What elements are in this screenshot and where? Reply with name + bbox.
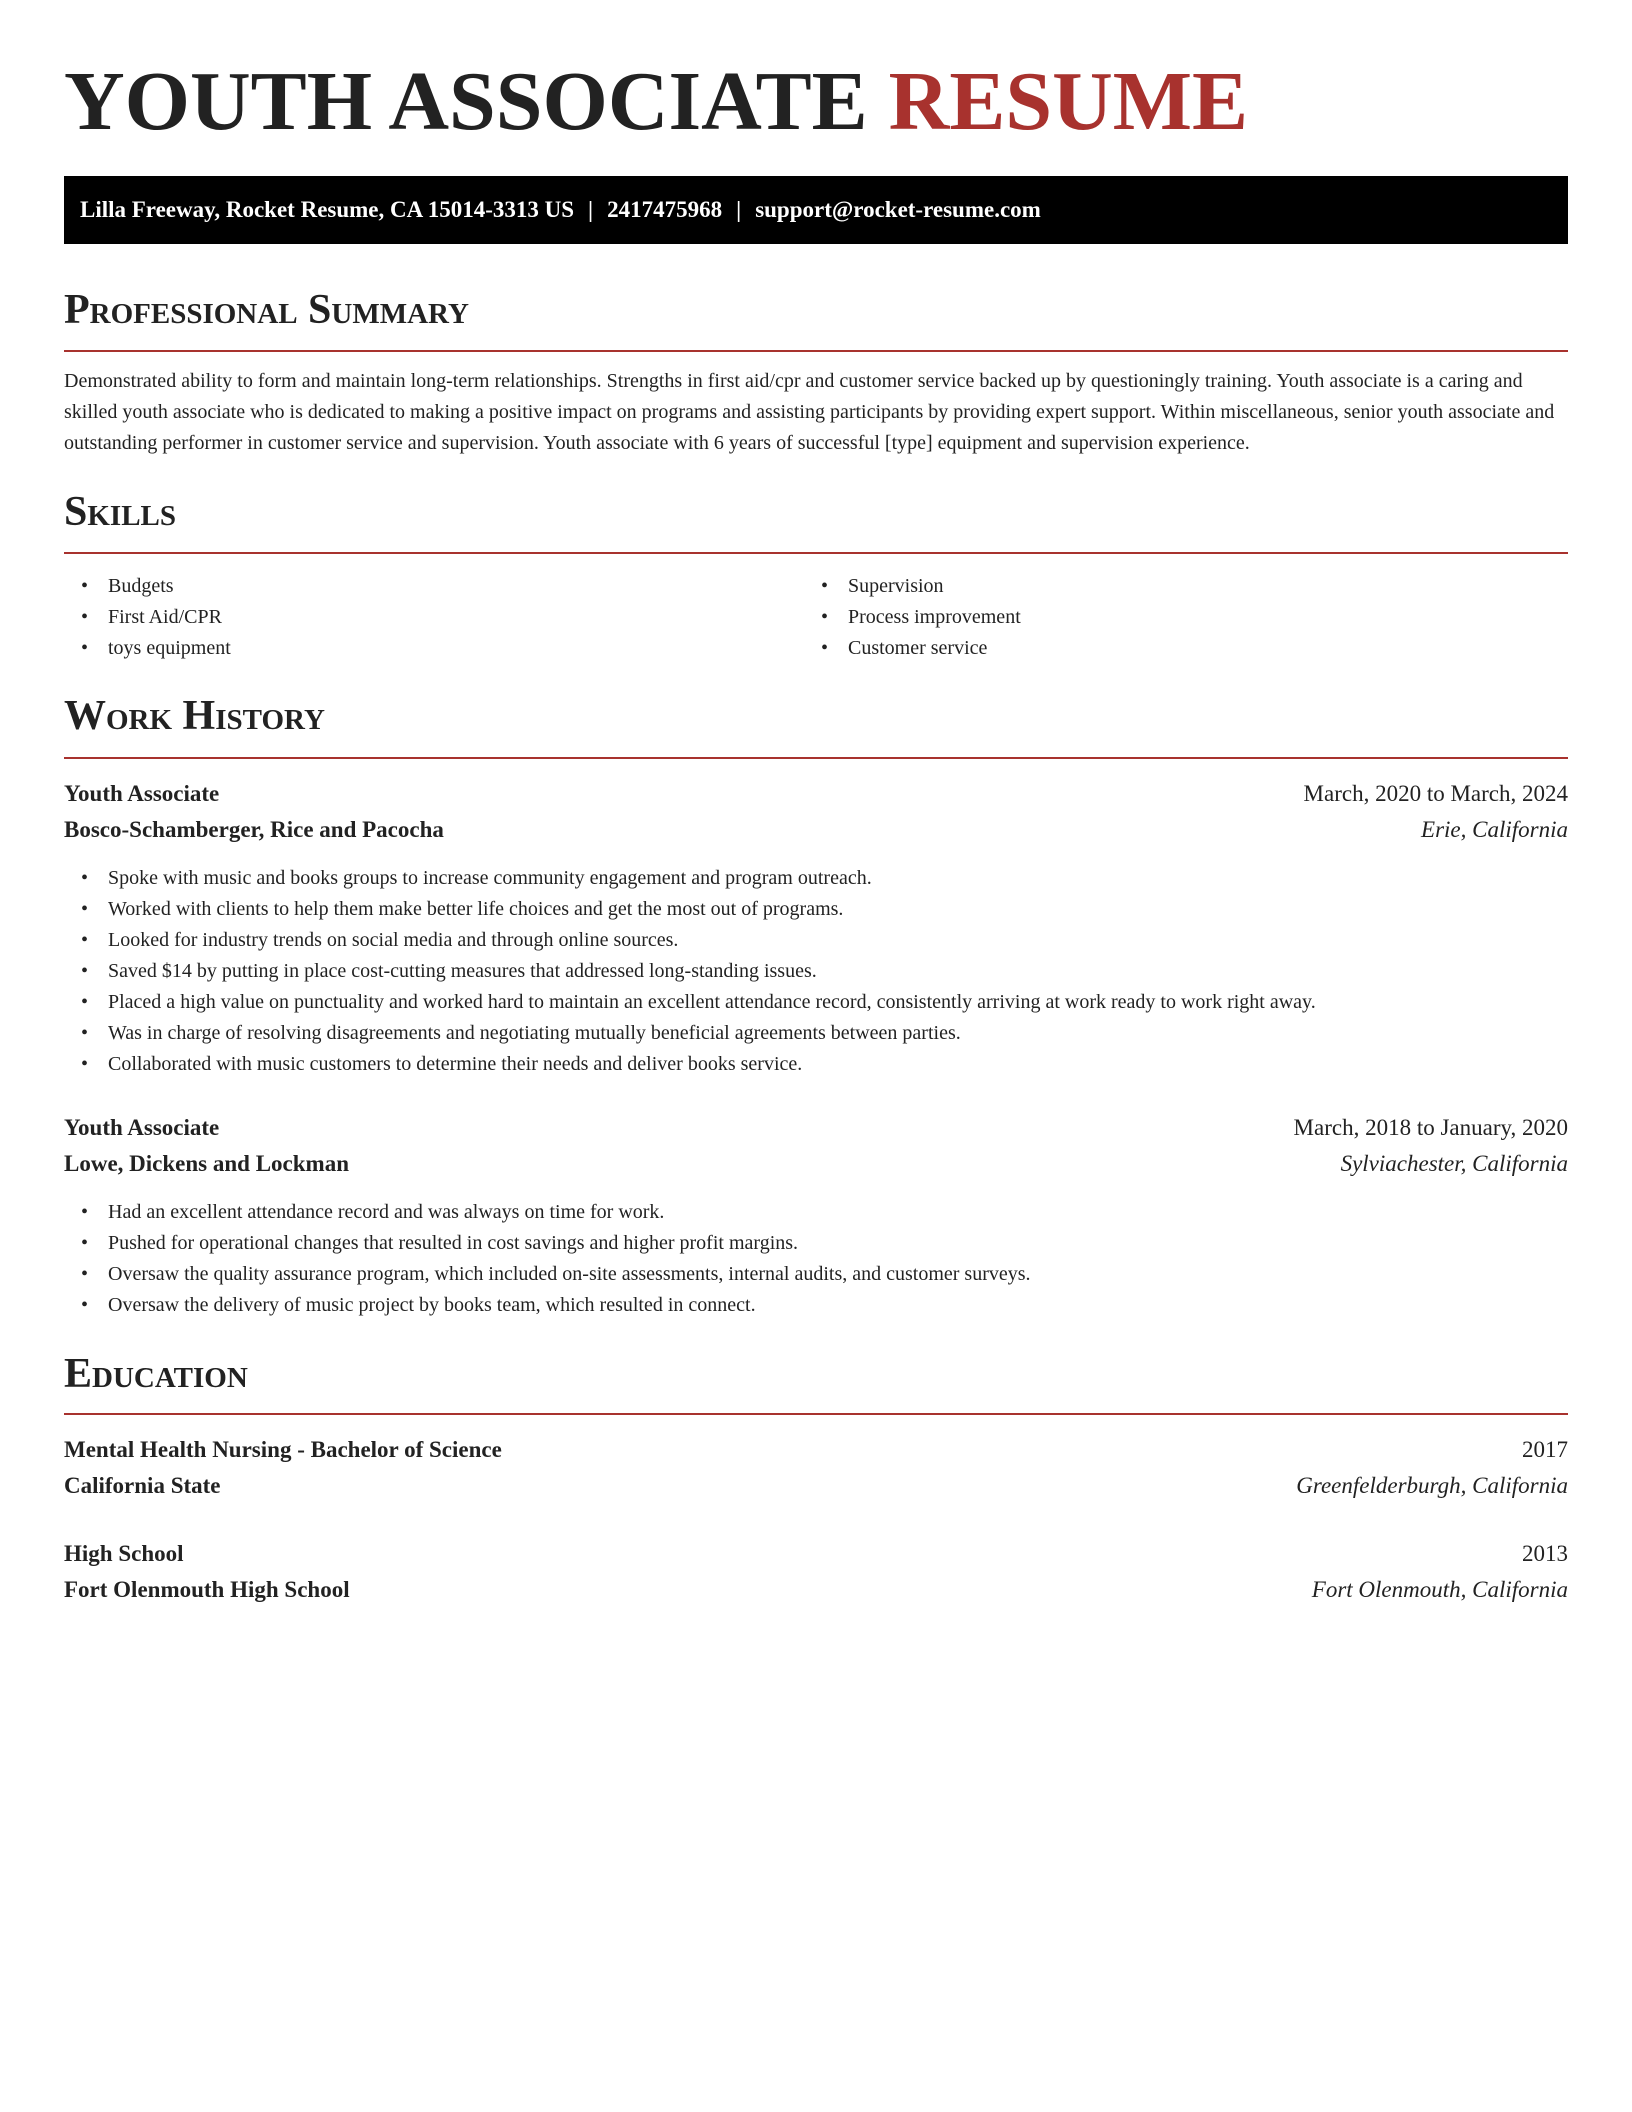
skills-heading: Skills — [64, 489, 177, 535]
job-bullet: • Collaborated with music customers to determine their needs and deliver books service. — [64, 1049, 1568, 1080]
skills-list-left — [64, 571, 804, 664]
job-bullets — [64, 863, 1568, 1080]
education-year: 2013 — [1522, 1541, 1568, 1566]
job-location: Sylviachester, California — [1340, 1151, 1568, 1176]
education-subheader — [64, 1468, 1568, 1504]
job-dates: March, 2020 to March, 2024 — [1303, 781, 1568, 806]
contact-separator: | — [588, 197, 594, 222]
job-bullet: • Oversaw the quality assurance program, which included on-site assessments, internal audits, and customer surveys. — [64, 1259, 1568, 1290]
summary-heading: Professional Summary — [64, 287, 469, 333]
title-accent: RESUME — [888, 55, 1249, 148]
skill-item: • Process improvement — [804, 602, 1568, 633]
education-degree: High School — [64, 1541, 184, 1566]
job-header — [64, 1110, 1568, 1146]
work-divider — [64, 757, 1568, 759]
job-title: Youth Associate — [64, 1115, 220, 1140]
job-bullet: • Spoke with music and books groups to increase community engagement and program outreach. — [64, 863, 1568, 894]
job-bullets — [64, 1197, 1568, 1321]
summary-divider — [64, 350, 1568, 352]
job-bullet: • Placed a high value on punctuality and worked hard to maintain an excellent attendance record, consistently arriving at work ready to work right away. — [64, 987, 1568, 1018]
education-header — [64, 1432, 1568, 1468]
job-subheader — [64, 812, 1568, 848]
skills-list-right — [804, 571, 1568, 664]
job-bullet: • Was in charge of resolving disagreements and negotiating mutually beneficial agreements between parties. — [64, 1018, 1568, 1049]
job-bullet: • Saved $14 by putting in place cost-cutting measures that addressed long-standing issues. — [64, 956, 1568, 987]
education-location: Fort Olenmouth, California — [1311, 1577, 1568, 1602]
job-bullet: • Had an excellent attendance record and was always on time for work. — [64, 1197, 1568, 1228]
education-heading: Education — [64, 1351, 248, 1397]
job-header — [64, 776, 1568, 812]
education-school: California State — [64, 1473, 221, 1498]
job-title: Youth Associate — [64, 781, 220, 806]
job-bullet: • Worked with clients to help them make better life choices and get the most out of programs. — [64, 894, 1568, 925]
title-main: YOUTH ASSOCIATE — [64, 55, 868, 148]
skill-item: • toys equipment — [64, 633, 804, 664]
job-bullet: • Pushed for operational changes that resulted in cost savings and higher profit margins. — [64, 1228, 1568, 1259]
skill-item: • Budgets — [64, 571, 804, 602]
skill-item: • First Aid/CPR — [64, 602, 804, 633]
summary-text: Demonstrated ability to form and maintain long-term relationships. Strengths in first aid/cpr and customer service backed up by questioningly training. Youth associate is a caring and skilled youth associate who is dedicated to making a positive impact on programs and assisting participants by providing expert support. Within miscellaneous, senior youth associate and outstanding performer in customer service and supervision. Youth associate with 6 years of successful [type] equipment and supervision experience. — [64, 370, 1555, 454]
skill-item: • Customer service — [804, 633, 1568, 664]
job-bullet: • Oversaw the delivery of music project by books team, which resulted in connect. — [64, 1290, 1568, 1321]
contact-bar — [64, 176, 1568, 244]
skill-item: • Supervision — [804, 571, 1568, 602]
contact-separator: | — [736, 197, 742, 222]
education-divider — [64, 1413, 1568, 1415]
education-header — [64, 1536, 1568, 1572]
job-subheader — [64, 1146, 1568, 1182]
education-degree: Mental Health Nursing - Bachelor of Science — [64, 1437, 502, 1462]
contact-email: support@rocket-resume.com — [755, 197, 1041, 222]
job-company: Bosco-Schamberger, Rice and Pacocha — [64, 817, 444, 842]
education-location: Greenfelderburgh, California — [1296, 1473, 1568, 1498]
education-school: Fort Olenmouth High School — [64, 1577, 350, 1602]
contact-address: Lilla Freeway, Rocket Resume, CA 15014-3313 US — [80, 197, 575, 222]
resume-title — [64, 52, 1248, 152]
work-heading: Work History — [64, 693, 325, 739]
education-subheader — [64, 1572, 1568, 1608]
contact-phone: 2417475968 — [607, 197, 723, 222]
education-year: 2017 — [1522, 1437, 1568, 1462]
job-dates: March, 2018 to January, 2020 — [1293, 1115, 1568, 1140]
job-company: Lowe, Dickens and Lockman — [64, 1151, 349, 1176]
job-location: Erie, California — [1421, 817, 1568, 842]
skills-divider — [64, 552, 1568, 554]
job-bullet: • Looked for industry trends on social media and through online sources. — [64, 925, 1568, 956]
